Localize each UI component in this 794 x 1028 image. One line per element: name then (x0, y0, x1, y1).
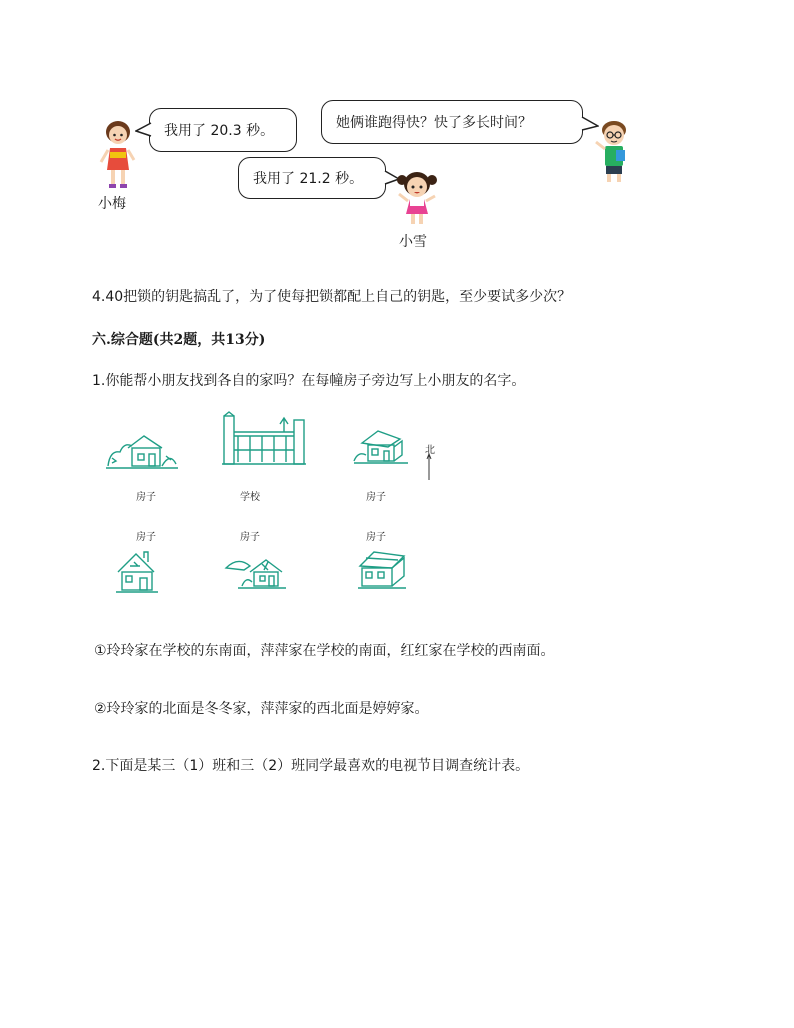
house-sketch-bottom-middle (224, 552, 290, 592)
boy-speech-bubble (321, 100, 583, 144)
map-label-bottom-left: 房子 (136, 532, 156, 543)
north-arrow-icon (426, 453, 432, 481)
clue-2: ②玲玲家的北面是冬冬家，萍萍家的西北面是婷婷家。 (94, 701, 429, 717)
boy-speech-text: 她俩谁跑得快？快了多长时间？ (336, 115, 532, 131)
map-label-top-left: 房子 (136, 492, 156, 503)
clue-1: ①玲玲家在学校的东南面，萍萍家在学校的南面，红红家在学校的西南面。 (94, 643, 555, 659)
school-sketch (220, 410, 308, 468)
xiaoxue-speech-text: 我用了 21.2 秒。 (253, 171, 364, 187)
xiaomei-name: 小梅 (98, 196, 126, 212)
question-4: 4.40把锁的钥匙搞乱了，为了使每把锁都配上自己的钥匙，至少要试多少次？ (92, 289, 572, 305)
xiaoxue-name: 小雪 (399, 234, 427, 250)
xiaoxue-speech-bubble (238, 157, 386, 199)
question-1-text: 1.你能帮小朋友找到各自的家吗？在每幢房子旁边写上小朋友的名字。 (92, 373, 526, 389)
section-title: 六.综合题(共2题，共13分) (92, 332, 266, 348)
xiaomei-speech-text: 我用了 20.3 秒。 (164, 123, 275, 139)
house-sketch-top-right (352, 425, 410, 467)
bubble-tail (135, 122, 152, 138)
question-2-text: 2.下面是某三（1）班和三（2）班同学最喜欢的电视节目调查统计表。 (92, 758, 530, 774)
xiaomei-speech-bubble (149, 108, 297, 152)
map-label-bottom-middle: 房子 (240, 532, 260, 543)
map-label-top-middle: 学校 (240, 492, 260, 503)
xiaoxue-figure (393, 168, 441, 230)
house-sketch-bottom-left (114, 548, 160, 596)
north-label: 北 (425, 445, 435, 456)
house-sketch-bottom-right (356, 548, 408, 592)
xiaomei-figure (98, 118, 138, 194)
map-label-top-right: 房子 (366, 492, 386, 503)
house-sketch-top-left (104, 428, 180, 472)
map-label-bottom-right: 房子 (366, 532, 386, 543)
boy-figure (592, 118, 636, 186)
